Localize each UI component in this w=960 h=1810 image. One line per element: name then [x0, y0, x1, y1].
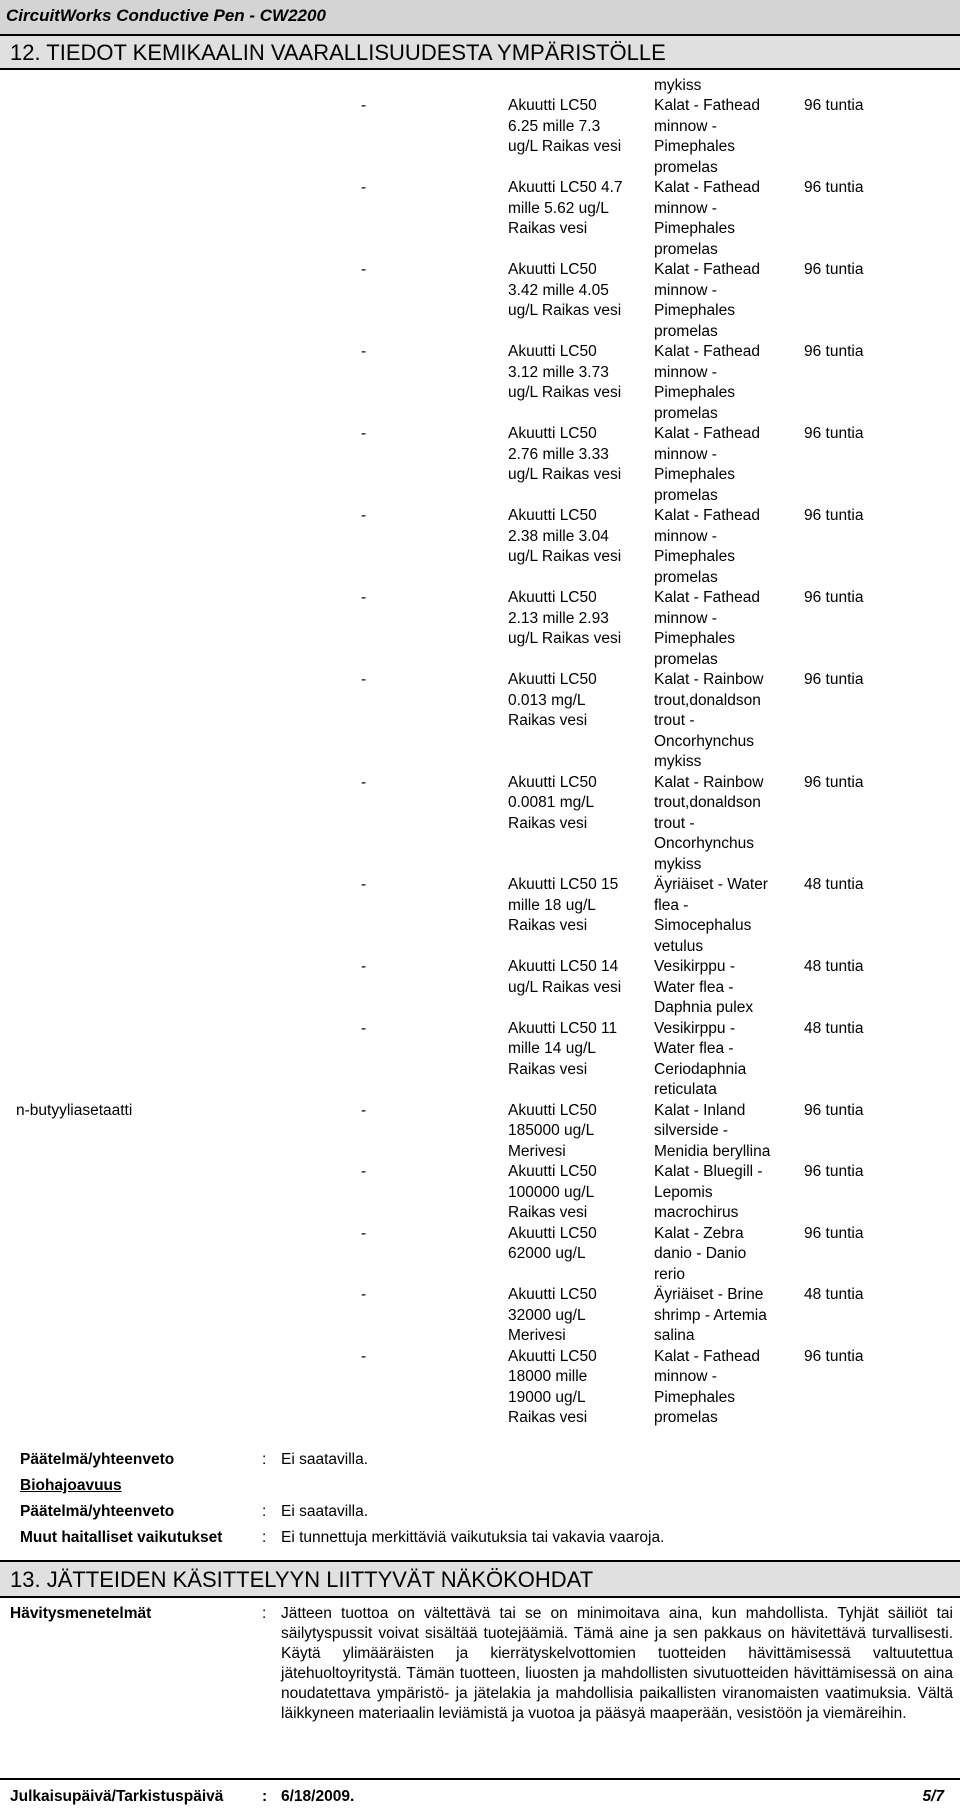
species-line: minnow -: [654, 363, 717, 381]
row-dash: -: [361, 1163, 367, 1180]
row-dash: -: [361, 425, 367, 442]
toxicity-row: [0, 1224, 960, 1286]
species-line: Kalat - Fathead: [654, 343, 760, 360]
test-measure: [508, 1224, 648, 1265]
row-dash: -: [361, 958, 367, 975]
test-species: [654, 588, 804, 670]
species-line: Kalat - Fathead: [654, 1347, 760, 1365]
species-line: Pimephales: [654, 548, 735, 565]
test-measure: [508, 342, 648, 404]
measure-line: Raikas vesi: [508, 1204, 588, 1221]
row-dash: -: [361, 671, 367, 688]
species-line: Vesikirppu -: [654, 958, 735, 975]
row-dash: -: [361, 261, 367, 278]
species-line: Pimephales: [654, 302, 735, 319]
exposure-duration: 48 tuntia: [804, 876, 864, 893]
test-measure: [508, 670, 648, 732]
measure-line: Akuutti LC50 15: [508, 876, 619, 893]
measure-line: ug/L Raikas vesi: [508, 548, 622, 565]
measure-line: Akuutti LC50 4.7: [508, 179, 623, 196]
toxicity-row: [0, 588, 960, 670]
exposure-duration: 96 tuntia: [804, 1101, 864, 1119]
exposure-duration: 96 tuntia: [804, 343, 864, 360]
footer-date-label: Julkaisupäivä/Tarkistuspäivä: [10, 1788, 224, 1805]
species-line: reticulata: [654, 1081, 717, 1098]
species-line: Kalat - Rainbow: [654, 671, 764, 688]
test-species: [654, 773, 804, 876]
species-line: trout,donaldson: [654, 794, 761, 811]
species-line: Simocephalus: [654, 917, 752, 934]
toxicity-row: [0, 670, 960, 773]
summary-label: Päätelmä/yhteenveto: [20, 1503, 175, 1520]
species-line: Pimephales: [654, 138, 735, 155]
species-line: Vesikirppu -: [654, 1019, 735, 1037]
test-species: [654, 96, 804, 178]
test-species: [654, 1162, 804, 1224]
measure-line: mille 5.62 ug/L: [508, 199, 609, 217]
species-line: vetulus: [654, 937, 704, 955]
measure-line: 62000 ug/L: [508, 1245, 586, 1262]
measure-line: Merivesi: [508, 1327, 566, 1344]
toxicity-row: [0, 506, 960, 588]
measure-line: ug/L Raikas vesi: [508, 384, 622, 401]
species-line: Pimephales: [654, 1388, 735, 1406]
measure-line: Raikas vesi: [508, 814, 588, 832]
test-species: [654, 1019, 804, 1101]
species-line: promelas: [654, 650, 718, 668]
species-line: Kalat - Fathead: [654, 261, 760, 278]
row-dash: -: [361, 507, 367, 524]
summary-value: Ei tunnettuja merkittäviä vaikutuksia tai vakavia vaaroja.: [281, 1529, 665, 1546]
disposal-label: Hävitysmenetelmät: [10, 1605, 152, 1622]
summary-label: Muut haitalliset vaikutukset: [20, 1529, 223, 1546]
species-line: trout,donaldson: [654, 691, 761, 709]
toxicity-row: [0, 342, 960, 424]
section-12-title: 12. TIEDOT KEMIKAALIN VAARALLISUUDESTA YMPÄRISTÖLLE: [10, 40, 666, 65]
test-measure: [508, 96, 648, 158]
species-line: mykiss: [654, 753, 702, 770]
exposure-duration: 48 tuntia: [804, 1286, 864, 1303]
test-measure: [508, 178, 648, 240]
toxicity-row: [0, 424, 960, 506]
species-line: Oncorhynchus: [654, 835, 754, 852]
test-species: [654, 875, 804, 957]
toxicity-row: [0, 178, 960, 260]
measure-line: 19000 ug/L: [508, 1388, 586, 1406]
species-line: shrimp - Artemia: [654, 1306, 767, 1324]
measure-line: Akuutti LC50: [508, 589, 597, 606]
species-line: rerio: [654, 1265, 686, 1283]
species-line: Oncorhynchus: [654, 732, 754, 750]
species-line: Kalat - Fathead: [654, 507, 760, 524]
disposal-colon: :: [262, 1605, 267, 1622]
species-line: mykiss: [654, 855, 702, 873]
disposal-text: Jätteen tuottoa on vältettävä tai se on minimoitava aina, kun mahdollista. Tyhjät säiliöt tai säilytyspussit voivat sisältää tuotejäämiä. Tämä aine ja sen pakkaus on hävitettävä turvallisesti. Käytä ylimääräisten ja kierrätyskelvottomien tuotteiden hävittämisessä valtuutettua jätehuoltoyritystä. Tämän tuotteen, liuosten ja mahdollisten sivutuotteiden hävittämisessä on aina noudatettava ympäristö- ja jätelakia ja mahdollisia paikallisten viranomaisten vaatimuksia. Vältä läikkyneen materiaalin leviämistä ja vuotoa ja pääsyä maaperään, vesistöön ja viemäreihin.: [281, 1605, 953, 1722]
chemical-name: n-butyyliasetaatti: [16, 1101, 133, 1119]
species-line: Kalat - Fathead: [654, 589, 760, 606]
row-dash: -: [361, 773, 367, 791]
exposure-duration: 96 tuntia: [804, 1347, 864, 1365]
toxicity-row: [0, 875, 960, 957]
summary-colon: :: [262, 1451, 267, 1468]
species-line: promelas: [654, 404, 718, 422]
measure-line: 2.38 mille 3.04: [508, 527, 609, 545]
test-measure: [508, 588, 648, 650]
test-species: [654, 506, 804, 588]
species-line: minnow -: [654, 199, 717, 217]
row-dash: -: [361, 1347, 367, 1365]
exposure-duration: 96 tuntia: [804, 507, 864, 524]
species-line: Daphnia pulex: [654, 999, 754, 1016]
summary-row: [0, 1450, 960, 1476]
summary-row: [0, 1502, 960, 1528]
measure-line: Akuutti LC50: [508, 1224, 597, 1242]
measure-line: Akuutti LC50: [508, 343, 597, 360]
row-dash: -: [361, 97, 367, 114]
species-line: promelas: [654, 322, 718, 340]
measure-line: 3.12 mille 3.73: [508, 363, 609, 381]
measure-line: Akuutti LC50 11: [508, 1019, 618, 1037]
species-line: Menidia beryllina: [654, 1142, 771, 1160]
exposure-duration: 96 tuntia: [804, 1163, 864, 1180]
test-species: [654, 1101, 804, 1163]
test-species: [654, 424, 804, 506]
species-line: salina: [654, 1327, 695, 1344]
species-line: minnow -: [654, 117, 717, 135]
species-line: promelas: [654, 486, 718, 504]
species-line: Kalat - Fathead: [654, 97, 760, 114]
summary-value: Ei saatavilla.: [281, 1451, 369, 1468]
species-line: minnow -: [654, 445, 717, 463]
ecology-summary: [0, 1450, 960, 1554]
species-line: promelas: [654, 568, 718, 586]
test-species: [654, 1224, 804, 1286]
exposure-duration: 96 tuntia: [804, 589, 864, 606]
species-line: Äyriäiset - Water: [654, 876, 768, 893]
toxicity-row: [0, 773, 960, 876]
document-header: [0, 0, 960, 34]
species-line: minnow -: [654, 1368, 717, 1385]
measure-line: ug/L Raikas vesi: [508, 138, 622, 155]
summary-row: [0, 1476, 960, 1502]
row-dash: -: [361, 1224, 367, 1242]
top-fragment: mykiss: [654, 77, 702, 94]
measure-line: ug/L Raikas vesi: [508, 466, 622, 483]
test-measure: [508, 1347, 648, 1429]
measure-line: Akuutti LC50: [508, 1286, 597, 1303]
measure-line: 3.42 mille 4.05: [508, 281, 609, 299]
toxicity-row: [0, 260, 960, 342]
measure-line: mille 14 ug/L: [508, 1040, 596, 1057]
species-line: Lepomis: [654, 1183, 713, 1201]
measure-line: Raikas vesi: [508, 712, 588, 729]
exposure-duration: 96 tuntia: [804, 671, 864, 688]
summary-label: Biohajoavuus: [20, 1477, 122, 1494]
measure-line: ug/L Raikas vesi: [508, 978, 622, 996]
test-measure: [508, 957, 648, 998]
measure-line: Akuutti LC50: [508, 773, 597, 791]
summary-row: [0, 1528, 960, 1554]
exposure-duration: 96 tuntia: [804, 97, 864, 114]
summary-value: Ei saatavilla.: [281, 1503, 369, 1520]
summary-colon: :: [262, 1503, 267, 1520]
test-measure: [508, 424, 648, 486]
test-species: [654, 178, 804, 260]
species-line: silverside -: [654, 1122, 729, 1139]
species-line: Water flea -: [654, 978, 734, 996]
measure-line: Raikas vesi: [508, 220, 588, 237]
species-line: minnow -: [654, 281, 717, 299]
summary-colon: :: [262, 1529, 267, 1546]
measure-line: ug/L Raikas vesi: [508, 630, 622, 647]
test-measure: [508, 1019, 648, 1081]
test-species: [654, 260, 804, 342]
test-species: [654, 957, 804, 1019]
measure-line: Raikas vesi: [508, 1060, 588, 1078]
species-line: Kalat - Fathead: [654, 425, 760, 442]
species-line: minnow -: [654, 527, 717, 545]
row-dash: -: [361, 343, 367, 360]
species-line: Pimephales: [654, 466, 735, 483]
species-line: Ceriodaphnia: [654, 1060, 747, 1078]
section-13-title: 13. JÄTTEIDEN KÄSITTELYYN LIITTYVÄT NÄKÖKOHDAT: [10, 1567, 594, 1592]
measure-line: 18000 mille: [508, 1368, 588, 1385]
exposure-duration: 96 tuntia: [804, 261, 864, 278]
measure-line: Akuutti LC50 14: [508, 958, 619, 975]
species-line: trout -: [654, 712, 695, 729]
species-line: Pimephales: [654, 220, 735, 237]
row-dash: -: [361, 589, 367, 606]
toxicity-row: [0, 957, 960, 1019]
test-species: [654, 1347, 804, 1429]
measure-line: 185000 ug/L: [508, 1122, 595, 1139]
species-line: macrochirus: [654, 1204, 739, 1221]
test-measure: [508, 260, 648, 322]
measure-line: mille 18 ug/L: [508, 896, 596, 914]
toxicity-row: [0, 96, 960, 178]
row-dash: -: [361, 1019, 367, 1037]
species-line: Kalat - Bluegill -: [654, 1163, 763, 1180]
footer-date: 6/18/2009.: [281, 1788, 355, 1805]
exposure-duration: 96 tuntia: [804, 425, 864, 442]
section-13-header: [0, 1560, 960, 1598]
test-species: [654, 670, 804, 773]
species-line: promelas: [654, 158, 718, 176]
row-dash: -: [361, 179, 367, 196]
toxicity-row: [0, 1162, 960, 1224]
exposure-duration: 96 tuntia: [804, 179, 864, 196]
exposure-duration: 48 tuntia: [804, 958, 864, 975]
measure-line: 2.76 mille 3.33: [508, 445, 609, 463]
measure-line: 6.25 mille 7.3: [508, 117, 601, 135]
test-species: [654, 1285, 804, 1347]
row-dash: -: [361, 876, 367, 893]
document-footer: [0, 1778, 960, 1810]
test-measure: [508, 773, 648, 835]
species-line: minnow -: [654, 609, 717, 627]
species-line: trout -: [654, 814, 695, 832]
exposure-duration: 96 tuntia: [804, 1224, 864, 1242]
measure-line: Raikas vesi: [508, 1409, 588, 1426]
species-line: Äyriäiset - Brine: [654, 1286, 764, 1303]
species-line: promelas: [654, 240, 718, 258]
measure-line: Akuutti LC50: [508, 671, 597, 688]
test-measure: [508, 875, 648, 937]
species-line: danio - Danio: [654, 1245, 747, 1262]
species-line: Kalat - Zebra: [654, 1224, 744, 1242]
measure-line: Akuutti LC50: [508, 261, 597, 278]
test-measure: [508, 1101, 648, 1163]
measure-line: Akuutti LC50: [508, 97, 597, 114]
measure-line: 0.013 mg/L: [508, 691, 586, 709]
measure-line: Akuutti LC50: [508, 1101, 597, 1119]
test-measure: [508, 1162, 648, 1224]
footer-colon: :: [262, 1788, 268, 1805]
species-line: flea -: [654, 896, 689, 914]
page-number: 5/7: [922, 1788, 944, 1805]
row-dash: -: [361, 1101, 367, 1119]
test-measure: [508, 1285, 648, 1347]
toxicity-row: [0, 1019, 960, 1101]
exposure-duration: 96 tuntia: [804, 773, 864, 791]
measure-line: 32000 ug/L: [508, 1306, 586, 1324]
measure-line: Raikas vesi: [508, 917, 588, 934]
measure-line: Akuutti LC50: [508, 1163, 597, 1180]
test-species: [654, 342, 804, 424]
row-dash: -: [361, 1286, 367, 1303]
measure-line: 100000 ug/L: [508, 1183, 595, 1201]
species-line: Pimephales: [654, 384, 735, 401]
species-line: Pimephales: [654, 630, 735, 647]
test-measure: [508, 506, 648, 568]
species-line: promelas: [654, 1409, 718, 1426]
measure-line: Akuutti LC50: [508, 507, 597, 524]
document-title: CircuitWorks Conductive Pen - CW2200: [6, 6, 326, 25]
measure-line: Akuutti LC50: [508, 425, 597, 442]
species-line: Kalat - Fathead: [654, 179, 760, 196]
summary-label: Päätelmä/yhteenveto: [20, 1451, 175, 1468]
exposure-duration: 48 tuntia: [804, 1019, 864, 1037]
measure-line: ug/L Raikas vesi: [508, 302, 622, 319]
toxicity-row: [0, 1285, 960, 1347]
species-line: Water flea -: [654, 1040, 734, 1057]
measure-line: 2.13 mille 2.93: [508, 609, 609, 627]
toxicity-row: [0, 1347, 960, 1429]
measure-line: Akuutti LC50: [508, 1347, 597, 1365]
measure-line: Merivesi: [508, 1142, 566, 1160]
measure-line: 0.0081 mg/L: [508, 794, 595, 811]
species-line: Kalat - Inland: [654, 1101, 746, 1119]
species-line: Kalat - Rainbow: [654, 773, 764, 791]
section-12-header: [0, 34, 960, 70]
toxicity-row: [0, 1101, 960, 1163]
